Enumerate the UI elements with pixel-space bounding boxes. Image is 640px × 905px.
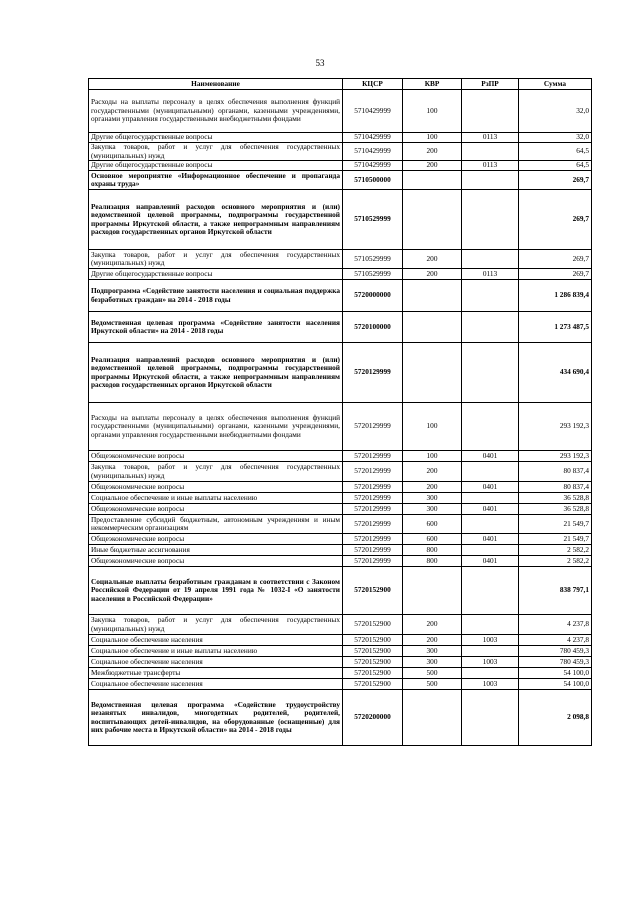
cell-rzpr [462,280,519,312]
cell-kcsr: 5720129999 [343,482,403,493]
cell-rzpr: 0113 [462,133,519,143]
cell-kcsr: 5710529999 [343,269,403,280]
cell-rzpr: 0113 [462,161,519,171]
cell-name: Социальное обеспечение и иные выплаты населению [89,493,343,504]
cell-kcsr: 5720129999 [343,403,403,451]
cell-kcsr: 5710429999 [343,161,403,171]
cell-rzpr [462,646,519,657]
cell-rzpr: 0401 [462,504,519,515]
table-row [89,462,592,482]
cell-rzpr [462,515,519,534]
cell-sum: 1 273 487,5 [519,312,592,343]
cell-name: Социальное обеспечение и иные выплаты населению [89,646,343,657]
table-header-row [89,79,592,90]
table-row [89,690,592,746]
cell-kvr: 300 [403,657,462,668]
cell-sum: 21 549,7 [519,515,592,534]
cell-name: Ведомственная целевая программа «Содействие трудоустройству незанятых инвалидов, многодетных родителей, родителей, воспитывающих детей-инвалидов, на оборудованные (оснащенные) для них рабочие места в Иркутской области» на 2014 - 2018 годы [89,690,343,746]
cell-kvr: 100 [403,90,462,133]
table-row [89,515,592,534]
cell-name: Расходы на выплаты персоналу в целях обеспечения выполнения функций государственными (муниципальными) органами, казенными учреждениями, органами управления государственными внебюджетными фондами [89,403,343,451]
cell-rzpr: 0113 [462,269,519,280]
cell-rzpr [462,403,519,451]
header-sum: Сумма [519,79,592,90]
cell-kcsr: 5720129999 [343,515,403,534]
page-number: 53 [315,58,325,68]
cell-kvr: 500 [403,668,462,679]
cell-kcsr: 5720129999 [343,504,403,515]
cell-kcsr: 5720152900 [343,679,403,690]
cell-rzpr: 0401 [462,451,519,462]
cell-sum: 54 100,0 [519,668,592,679]
table-row [89,482,592,493]
cell-kcsr: 5720100000 [343,312,403,343]
cell-kvr: 200 [403,482,462,493]
cell-kcsr: 5710529999 [343,250,403,269]
cell-rzpr [462,567,519,615]
cell-name: Основное мероприятие «Информационное обеспечение и пропаганда охраны труда» [89,171,343,190]
cell-sum: 32,0 [519,90,592,133]
cell-name: Межбюджетные трансферты [89,668,343,679]
cell-name: Предоставление субсидий бюджетным, автономным учреждениям и иным некоммерческим организациям [89,515,343,534]
cell-name: Общеэкономические вопросы [89,504,343,515]
cell-sum: 2 582,2 [519,556,592,567]
cell-kvr: 100 [403,451,462,462]
cell-kvr [403,690,462,746]
cell-name: Расходы на выплаты персоналу в целях обеспечения выполнения функций государственными (муниципальными) органами, казенными учреждениями, органами управления государственными внебюджетными фондами [89,90,343,133]
cell-sum: 1 286 839,4 [519,280,592,312]
cell-rzpr [462,668,519,679]
cell-kcsr: 5720129999 [343,493,403,504]
table-row [89,190,592,250]
header-name: Наименование [89,79,343,90]
cell-kvr: 200 [403,635,462,646]
cell-sum: 269,7 [519,269,592,280]
cell-kvr [403,171,462,190]
table-row [89,635,592,646]
cell-rzpr: 0401 [462,482,519,493]
cell-sum: 64,5 [519,161,592,171]
cell-name: Другие общегосударственные вопросы [89,161,343,171]
cell-kcsr: 5720152900 [343,635,403,646]
cell-sum: 80 837,4 [519,462,592,482]
table-row [89,343,592,403]
cell-kvr: 200 [403,615,462,635]
cell-rzpr: 1003 [462,679,519,690]
cell-kvr [403,190,462,250]
cell-rzpr [462,690,519,746]
cell-rzpr [462,343,519,403]
cell-kvr: 200 [403,269,462,280]
table-row [89,133,592,143]
cell-kcsr: 5720152900 [343,657,403,668]
cell-kvr: 300 [403,504,462,515]
cell-rzpr: 1003 [462,635,519,646]
cell-rzpr [462,545,519,556]
cell-sum: 4 237,8 [519,635,592,646]
table-row [89,171,592,190]
cell-kcsr: 5720200000 [343,690,403,746]
table-body [89,90,592,746]
table-row [89,451,592,462]
cell-name: Другие общегосударственные вопросы [89,133,343,143]
cell-kcsr: 5710429999 [343,143,403,161]
header-kvr: КВР [403,79,462,90]
cell-sum: 54 100,0 [519,679,592,690]
cell-sum: 21 549,7 [519,534,592,545]
cell-sum: 838 797,1 [519,567,592,615]
cell-name: Закупка товаров, работ и услуг для обеспечения государственных (муниципальных) нужд [89,462,343,482]
table-row [89,567,592,615]
table-row [89,312,592,343]
cell-rzpr [462,462,519,482]
cell-name: Подпрограмма «Содействие занятости населения и социальная поддержка безработных граждан» на 2014 - 2018 годы [89,280,343,312]
table-row [89,403,592,451]
table-row [89,280,592,312]
cell-name: Иные бюджетные ассигнования [89,545,343,556]
cell-kcsr: 5710429999 [343,133,403,143]
table-row [89,250,592,269]
cell-sum: 4 237,8 [519,615,592,635]
cell-rzpr: 0401 [462,556,519,567]
cell-kcsr: 5720000000 [343,280,403,312]
cell-name: Общеэкономические вопросы [89,482,343,493]
cell-rzpr [462,312,519,343]
cell-sum: 780 459,3 [519,646,592,657]
cell-name: Закупка товаров, работ и услуг для обеспечения государственных (муниципальных) нужд [89,143,343,161]
cell-name: Социальное обеспечение населения [89,635,343,646]
cell-rzpr [462,171,519,190]
cell-name: Социальные выплаты безработным гражданам в соответствии с Законом Российской Федерации от 19 апреля 1991 года № 1032-I «О занятости населения в Российской Федерации» [89,567,343,615]
cell-kcsr: 5710500000 [343,171,403,190]
cell-kcsr: 5720129999 [343,556,403,567]
cell-name: Ведомственная целевая программа «Содействие занятости населения Иркутской области» на 2014 - 2018 годы [89,312,343,343]
cell-kcsr: 5720129999 [343,545,403,556]
cell-kcsr: 5720129999 [343,343,403,403]
cell-name: Социальное обеспечение населения [89,679,343,690]
table-row [89,493,592,504]
cell-sum: 780 459,3 [519,657,592,668]
cell-sum: 64,5 [519,143,592,161]
cell-kvr: 100 [403,403,462,451]
cell-name: Социальное обеспечение населения [89,657,343,668]
cell-name: Общеэкономические вопросы [89,556,343,567]
cell-rzpr [462,615,519,635]
table-row [89,143,592,161]
table-row [89,657,592,668]
cell-name: Общеэкономические вопросы [89,534,343,545]
cell-kvr [403,312,462,343]
cell-kvr: 300 [403,646,462,657]
table-row [89,615,592,635]
cell-kvr [403,280,462,312]
cell-name: Общеэкономические вопросы [89,451,343,462]
table-row [89,90,592,133]
cell-kvr: 200 [403,462,462,482]
table-row [89,534,592,545]
cell-kvr: 600 [403,515,462,534]
cell-kcsr: 5720129999 [343,534,403,545]
cell-sum: 32,0 [519,133,592,143]
cell-kvr [403,567,462,615]
cell-kcsr: 5720129999 [343,451,403,462]
cell-rzpr [462,143,519,161]
cell-kcsr: 5720152900 [343,567,403,615]
cell-kvr: 200 [403,143,462,161]
cell-kvr: 800 [403,556,462,567]
table-row [89,545,592,556]
cell-rzpr [462,250,519,269]
table-row [89,679,592,690]
cell-kcsr: 5720129999 [343,462,403,482]
cell-kvr: 500 [403,679,462,690]
cell-sum: 269,7 [519,250,592,269]
budget-table [88,78,592,746]
cell-rzpr: 1003 [462,657,519,668]
header-kcsr: КЦСР [343,79,403,90]
table-row [89,161,592,171]
table-row [89,668,592,679]
cell-sum: 434 690,4 [519,343,592,403]
cell-sum: 269,7 [519,171,592,190]
table-row [89,646,592,657]
cell-kvr: 100 [403,133,462,143]
table-row [89,504,592,515]
cell-name: Реализация направлений расходов основного мероприятия и (или) ведомственной целевой программы, подпрограммы государственной программы Иркутской области, а также непрограммным направлениям расходов государственных органов Иркутской области [89,343,343,403]
cell-sum: 2 582,2 [519,545,592,556]
cell-name: Реализация направлений расходов основного мероприятия и (или) ведомственной целевой программы, подпрограммы государственной программы Иркутской области, а также непрограммным направлениям расходов государственных органов Иркутской области [89,190,343,250]
cell-sum: 2 098,8 [519,690,592,746]
cell-name: Закупка товаров, работ и услуг для обеспечения государственных (муниципальных) нужд [89,615,343,635]
header-rzpr: РзПР [462,79,519,90]
cell-kcsr: 5720152900 [343,668,403,679]
cell-kcsr: 5710529999 [343,190,403,250]
cell-rzpr: 0401 [462,534,519,545]
table-row [89,556,592,567]
cell-kcsr: 5720152900 [343,646,403,657]
cell-sum: 293 192,3 [519,451,592,462]
cell-sum: 36 528,8 [519,493,592,504]
cell-kvr: 800 [403,545,462,556]
cell-kvr: 200 [403,161,462,171]
cell-rzpr [462,190,519,250]
cell-kvr: 200 [403,250,462,269]
cell-sum: 36 528,8 [519,504,592,515]
cell-sum: 80 837,4 [519,482,592,493]
cell-name: Другие общегосударственные вопросы [89,269,343,280]
cell-kcsr: 5720152900 [343,615,403,635]
cell-sum: 293 192,3 [519,403,592,451]
cell-rzpr [462,493,519,504]
cell-rzpr [462,90,519,133]
cell-kvr [403,343,462,403]
cell-sum: 269,7 [519,190,592,250]
cell-kvr: 600 [403,534,462,545]
cell-kvr: 300 [403,493,462,504]
cell-name: Закупка товаров, работ и услуг для обеспечения государственных (муниципальных) нужд [89,250,343,269]
cell-kcsr: 5710429999 [343,90,403,133]
table-row [89,269,592,280]
